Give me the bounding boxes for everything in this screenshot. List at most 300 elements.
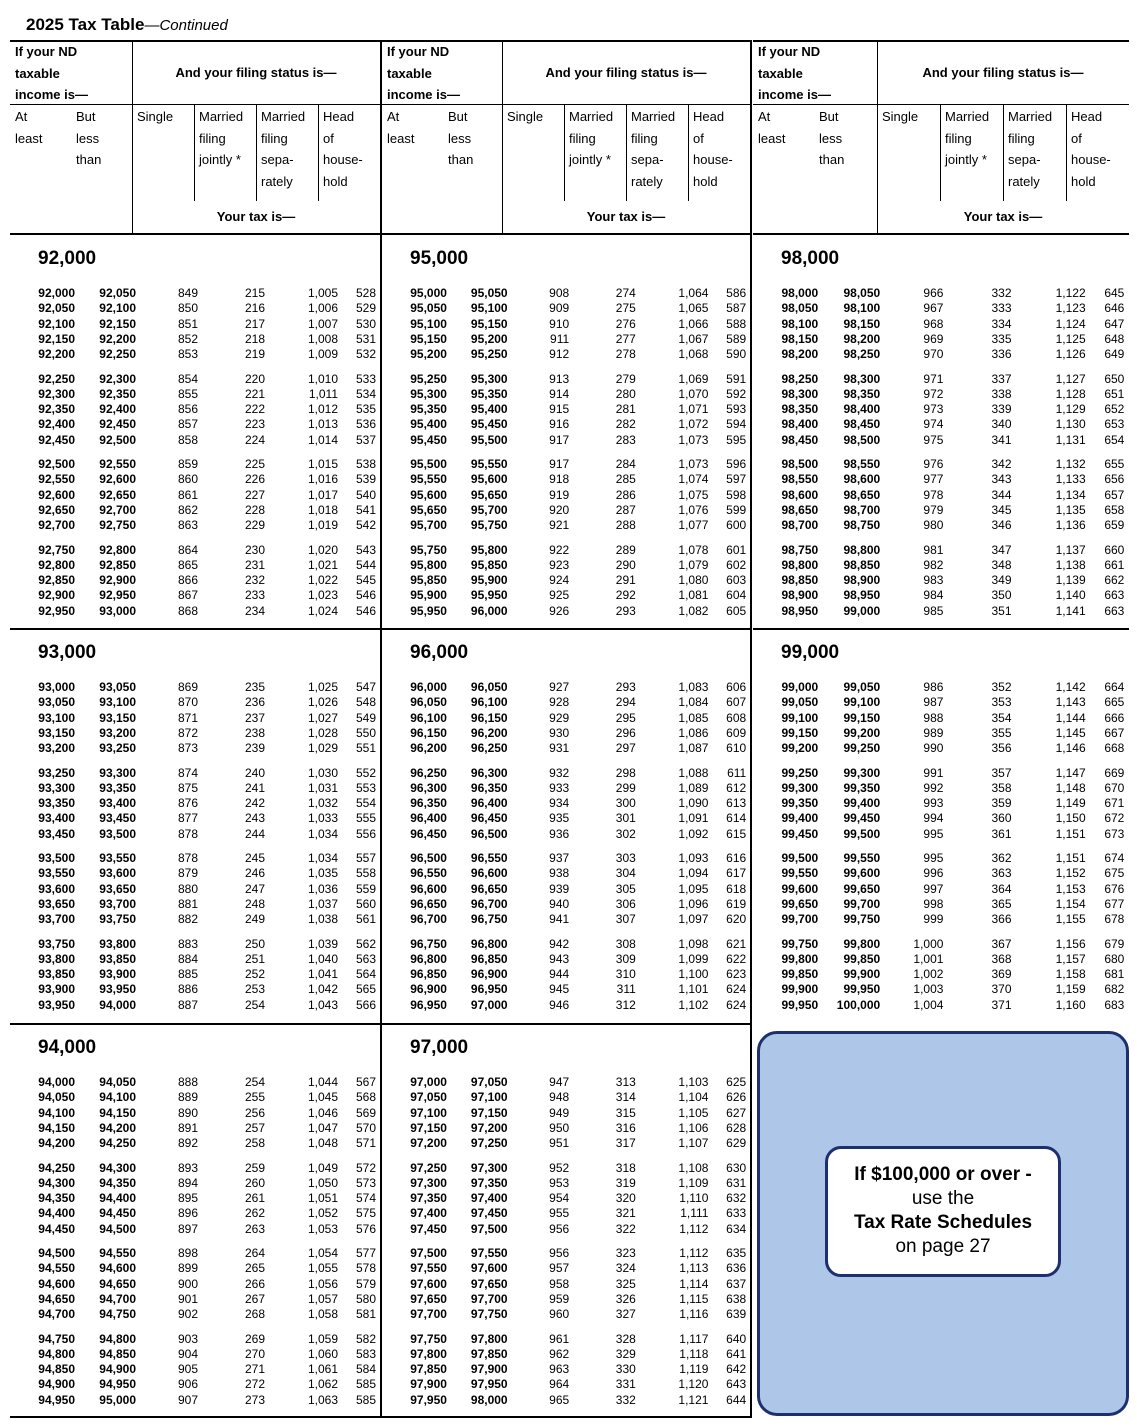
at-least-value: 98,950 bbox=[781, 603, 819, 618]
at-least-value: 97,500 bbox=[410, 1246, 447, 1260]
married-separately-tax: 1,042 bbox=[307, 982, 338, 997]
married-separately-tax: 1,106 bbox=[678, 1120, 709, 1135]
at-least-value: 97,800 bbox=[410, 1346, 447, 1361]
head-of-household-tax: 562 bbox=[355, 936, 376, 951]
married-separately-tax: 1,084 bbox=[678, 695, 709, 710]
section-rule bbox=[10, 628, 380, 630]
married-separately-tax: 1,148 bbox=[1055, 780, 1086, 795]
income-header-rule bbox=[10, 104, 132, 105]
head-of-household-tax: 677 bbox=[1104, 896, 1125, 911]
married-jointly-tax: 339 bbox=[991, 402, 1012, 417]
but-less-value: 97,050 bbox=[470, 1075, 508, 1089]
but-less-value: 93,050 bbox=[99, 680, 136, 694]
at-least-value: 95,500 bbox=[410, 457, 447, 471]
but-less-value: 96,050 bbox=[470, 680, 508, 694]
married-jointly-header: Married bbox=[945, 109, 990, 124]
single-header: Single bbox=[882, 109, 919, 124]
married-separately-tax: 1,038 bbox=[307, 912, 338, 927]
married-separately-header: sepa- bbox=[631, 152, 664, 167]
head-of-household-tax: 681 bbox=[1104, 967, 1125, 982]
at-least-value: 99,200 bbox=[781, 741, 819, 756]
head-of-household-tax: 600 bbox=[726, 518, 747, 533]
married-separately-tax: 1,137 bbox=[1055, 542, 1086, 557]
but-less-value: 95,050 bbox=[470, 286, 508, 300]
married-jointly-tax: 271 bbox=[244, 1362, 265, 1377]
married-jointly-tax: 284 bbox=[615, 457, 636, 471]
at-least-value: 92,500 bbox=[38, 457, 75, 471]
head-of-household-tax: 626 bbox=[726, 1090, 747, 1105]
but-less-value: 98,450 bbox=[843, 417, 881, 432]
head-of-household-tax: 603 bbox=[726, 573, 747, 588]
married-jointly-tax: 286 bbox=[615, 487, 636, 502]
but-less-value: 98,950 bbox=[843, 588, 881, 603]
but-less-value: 99,300 bbox=[843, 765, 881, 780]
but-less-value: 95,700 bbox=[470, 502, 508, 517]
married-jointly-tax: 275 bbox=[615, 301, 636, 316]
but-less-value: 92,350 bbox=[99, 386, 136, 401]
head-of-household-tax: 605 bbox=[726, 603, 747, 618]
but-less-value: 96,500 bbox=[470, 826, 508, 841]
single-tax: 969 bbox=[923, 331, 944, 346]
head-of-household-header: hold bbox=[323, 173, 348, 189]
married-jointly-tax: 250 bbox=[244, 936, 265, 951]
single-tax: 988 bbox=[923, 710, 944, 725]
at-least-value: 99,150 bbox=[781, 725, 819, 740]
head-of-household-tax: 533 bbox=[355, 371, 376, 386]
at-least-value: 95,450 bbox=[410, 432, 447, 447]
head-of-household-tax: 614 bbox=[726, 811, 747, 826]
but-less-value: 94,750 bbox=[99, 1307, 136, 1322]
married-jointly-tax: 332 bbox=[991, 286, 1012, 300]
single-tax: 853 bbox=[177, 347, 198, 362]
but-less-value: 94,250 bbox=[99, 1136, 136, 1151]
at-least-value: 92,400 bbox=[38, 417, 75, 432]
head-of-household-tax: 630 bbox=[726, 1160, 747, 1175]
single-tax: 903 bbox=[177, 1331, 198, 1346]
but-less-header: less bbox=[76, 130, 100, 146]
at-least-value: 93,850 bbox=[38, 967, 75, 982]
single-tax: 896 bbox=[177, 1206, 198, 1221]
head-of-household-tax: 580 bbox=[355, 1291, 376, 1306]
head-of-household-tax: 546 bbox=[355, 588, 376, 603]
but-less-value: 99,100 bbox=[843, 695, 881, 710]
married-jointly-tax: 231 bbox=[244, 557, 265, 572]
section-rule bbox=[753, 628, 1129, 630]
single-tax: 892 bbox=[177, 1136, 198, 1151]
head-of-household-tax: 658 bbox=[1104, 502, 1125, 517]
but-less-value: 97,750 bbox=[470, 1307, 508, 1322]
at-least-value: 99,300 bbox=[781, 780, 819, 795]
married-jointly-tax: 247 bbox=[244, 881, 265, 896]
head-of-household-tax: 576 bbox=[355, 1221, 376, 1236]
table-bottom-rule bbox=[10, 1416, 751, 1418]
at-least-value: 96,250 bbox=[410, 765, 447, 780]
single-tax: 863 bbox=[177, 518, 198, 533]
but-less-value: 93,350 bbox=[99, 780, 136, 795]
married-jointly-tax: 312 bbox=[615, 997, 636, 1012]
single-tax: 849 bbox=[177, 286, 198, 300]
but-less-value: 93,400 bbox=[99, 796, 136, 811]
head-of-household-tax: 643 bbox=[726, 1377, 747, 1392]
at-least-value: 98,400 bbox=[781, 417, 819, 432]
at-least-value: 94,750 bbox=[38, 1331, 75, 1346]
head-of-household-tax: 645 bbox=[1104, 286, 1125, 300]
head-of-household-tax: 538 bbox=[355, 457, 376, 471]
married-jointly-tax: 359 bbox=[991, 796, 1012, 811]
head-of-household-tax: 628 bbox=[726, 1120, 747, 1135]
head-of-household-tax: 550 bbox=[355, 725, 376, 740]
but-less-value: 93,250 bbox=[99, 741, 136, 756]
married-jointly-header: filing bbox=[569, 130, 596, 146]
head-of-household-tax: 665 bbox=[1104, 695, 1125, 710]
head-of-household-tax: 574 bbox=[355, 1191, 376, 1206]
married-jointly-tax: 223 bbox=[244, 417, 265, 432]
at-least-value: 94,800 bbox=[38, 1346, 75, 1361]
single-tax: 890 bbox=[177, 1105, 198, 1120]
header-top-rule bbox=[382, 40, 750, 42]
at-least-value: 98,600 bbox=[781, 487, 819, 502]
married-separately-tax: 1,128 bbox=[1055, 386, 1086, 401]
head-of-household-tax: 634 bbox=[726, 1221, 747, 1236]
married-separately-tax: 1,136 bbox=[1055, 518, 1086, 533]
head-of-household-tax: 564 bbox=[355, 967, 376, 982]
married-jointly-tax: 299 bbox=[615, 780, 636, 795]
at-least-value: 99,850 bbox=[781, 967, 819, 982]
head-of-household-tax: 579 bbox=[355, 1276, 376, 1291]
married-jointly-tax: 343 bbox=[991, 472, 1012, 487]
at-least-value: 96,600 bbox=[410, 881, 447, 896]
married-separately-tax: 1,129 bbox=[1055, 402, 1086, 417]
but-less-value: 95,800 bbox=[470, 542, 508, 557]
head-of-household-tax: 549 bbox=[355, 710, 376, 725]
married-jointly-tax: 221 bbox=[244, 386, 265, 401]
married-jointly-tax: 273 bbox=[244, 1392, 265, 1407]
single-tax: 904 bbox=[177, 1346, 198, 1361]
at-least-value: 98,450 bbox=[781, 432, 819, 447]
single-tax: 991 bbox=[923, 765, 944, 780]
but-less-value: 96,600 bbox=[470, 866, 508, 881]
married-jointly-tax: 254 bbox=[244, 1075, 265, 1089]
but-less-value: 94,950 bbox=[99, 1377, 136, 1392]
but-less-value: 97,150 bbox=[470, 1105, 508, 1120]
but-less-value: 96,250 bbox=[470, 741, 508, 756]
married-jointly-tax: 263 bbox=[244, 1221, 265, 1236]
head-of-household-tax: 659 bbox=[1104, 518, 1125, 533]
single-tax: 871 bbox=[177, 710, 198, 725]
single-tax: 884 bbox=[177, 951, 198, 966]
status-subcolumn-divider bbox=[940, 105, 941, 201]
head-of-household-tax: 570 bbox=[355, 1120, 376, 1135]
section-heading: 96,000 bbox=[410, 642, 469, 663]
married-separately-tax: 1,075 bbox=[678, 487, 709, 502]
at-least-value: 99,100 bbox=[781, 710, 819, 725]
married-separately-tax: 1,060 bbox=[307, 1346, 338, 1361]
head-of-household-tax: 671 bbox=[1104, 796, 1125, 811]
married-separately-tax: 1,080 bbox=[678, 573, 709, 588]
but-less-value: 95,600 bbox=[470, 472, 508, 487]
but-less-value: 95,400 bbox=[470, 402, 508, 417]
head-of-household-tax: 551 bbox=[355, 741, 376, 756]
married-jointly-tax: 327 bbox=[615, 1307, 636, 1322]
head-of-household-tax: 552 bbox=[355, 765, 376, 780]
married-separately-tax: 1,041 bbox=[307, 967, 338, 982]
but-less-value: 94,850 bbox=[99, 1346, 136, 1361]
head-of-household-tax: 666 bbox=[1104, 710, 1125, 725]
married-separately-tax: 1,053 bbox=[307, 1221, 338, 1236]
married-separately-tax: 1,097 bbox=[678, 912, 709, 927]
single-tax: 918 bbox=[549, 472, 570, 487]
single-tax: 963 bbox=[549, 1362, 570, 1377]
head-of-household-tax: 597 bbox=[726, 472, 747, 487]
note-callout bbox=[825, 1146, 1061, 1277]
single-tax: 956 bbox=[549, 1221, 570, 1236]
married-separately-tax: 1,112 bbox=[679, 1246, 709, 1260]
married-jointly-tax: 342 bbox=[991, 457, 1012, 471]
married-jointly-tax: 295 bbox=[615, 710, 636, 725]
married-separately-tax: 1,073 bbox=[678, 457, 709, 471]
head-of-household-tax: 536 bbox=[355, 417, 376, 432]
at-least-header: least bbox=[758, 130, 786, 146]
married-separately-tax: 1,150 bbox=[1055, 811, 1086, 826]
married-jointly-tax: 215 bbox=[244, 286, 265, 300]
single-tax: 979 bbox=[923, 502, 944, 517]
but-less-value: 96,850 bbox=[470, 951, 508, 966]
single-tax: 919 bbox=[549, 487, 570, 502]
at-least-value: 92,650 bbox=[38, 502, 75, 517]
single-tax: 850 bbox=[177, 301, 198, 316]
at-least-value: 93,050 bbox=[38, 695, 75, 710]
married-jointly-tax: 239 bbox=[244, 741, 265, 756]
at-least-value: 93,150 bbox=[38, 725, 75, 740]
at-least-value: 92,850 bbox=[38, 573, 75, 588]
section-rule bbox=[382, 628, 750, 630]
head-of-household-tax: 678 bbox=[1104, 912, 1125, 927]
single-tax: 914 bbox=[549, 386, 570, 401]
at-least-value: 97,450 bbox=[410, 1221, 447, 1236]
at-least-value: 98,500 bbox=[781, 457, 819, 471]
single-tax: 981 bbox=[923, 542, 944, 557]
but-less-value: 92,750 bbox=[99, 518, 136, 533]
single-tax: 945 bbox=[549, 982, 570, 997]
married-separately-tax: 1,031 bbox=[307, 780, 338, 795]
income-header-label: taxable bbox=[15, 65, 60, 81]
single-tax: 909 bbox=[549, 301, 570, 316]
married-separately-tax: 1,116 bbox=[679, 1307, 709, 1322]
married-separately-tax: 1,044 bbox=[307, 1075, 338, 1089]
head-of-household-tax: 652 bbox=[1104, 402, 1125, 417]
married-separately-tax: 1,030 bbox=[307, 765, 338, 780]
single-tax: 980 bbox=[923, 518, 944, 533]
single-tax: 888 bbox=[177, 1075, 198, 1089]
at-least-value: 95,550 bbox=[410, 472, 447, 487]
married-separately-tax: 1,160 bbox=[1055, 997, 1086, 1012]
married-separately-tax: 1,115 bbox=[679, 1291, 709, 1306]
at-least-value: 94,550 bbox=[38, 1261, 75, 1276]
married-jointly-tax: 329 bbox=[615, 1346, 636, 1361]
married-separately-tax: 1,018 bbox=[307, 502, 338, 517]
single-tax: 893 bbox=[177, 1160, 198, 1175]
but-less-value: 94,350 bbox=[99, 1175, 136, 1190]
head-of-household-tax: 543 bbox=[355, 542, 376, 557]
married-separately-tax: 1,072 bbox=[678, 417, 709, 432]
head-of-household-tax: 679 bbox=[1104, 936, 1125, 951]
single-tax: 939 bbox=[549, 881, 570, 896]
married-jointly-tax: 316 bbox=[615, 1120, 636, 1135]
at-least-value: 95,600 bbox=[410, 487, 447, 502]
single-tax: 876 bbox=[177, 796, 198, 811]
head-of-household-tax: 667 bbox=[1104, 725, 1125, 740]
at-least-value: 97,300 bbox=[410, 1175, 447, 1190]
head-of-household-tax: 633 bbox=[726, 1206, 747, 1221]
married-jointly-tax: 367 bbox=[991, 936, 1012, 951]
at-least-value: 94,300 bbox=[38, 1175, 75, 1190]
married-jointly-tax: 307 bbox=[615, 912, 636, 927]
married-separately-tax: 1,034 bbox=[307, 826, 338, 841]
at-least-value: 93,700 bbox=[38, 912, 75, 927]
married-jointly-tax: 351 bbox=[991, 603, 1012, 618]
married-jointly-tax: 292 bbox=[615, 588, 636, 603]
income-header-label: taxable bbox=[387, 65, 432, 81]
head-of-household-tax: 657 bbox=[1104, 487, 1125, 502]
at-least-value: 92,950 bbox=[38, 603, 75, 618]
but-less-value: 99,650 bbox=[843, 881, 881, 896]
title-text: 2025 Tax Table bbox=[26, 15, 145, 34]
married-jointly-tax: 331 bbox=[615, 1377, 636, 1392]
married-jointly-tax: 362 bbox=[991, 851, 1012, 865]
but-less-value: 96,150 bbox=[470, 710, 508, 725]
at-least-value: 96,000 bbox=[410, 680, 447, 694]
at-least-value: 99,400 bbox=[781, 811, 819, 826]
at-least-value: 96,900 bbox=[410, 982, 447, 997]
at-least-value: 95,700 bbox=[410, 518, 447, 533]
married-separately-tax: 1,058 bbox=[307, 1307, 338, 1322]
head-of-household-tax: 585 bbox=[355, 1392, 376, 1407]
married-jointly-tax: 246 bbox=[244, 866, 265, 881]
married-jointly-tax: 324 bbox=[615, 1261, 636, 1276]
married-jointly-tax: 287 bbox=[615, 502, 636, 517]
married-separately-tax: 1,050 bbox=[307, 1175, 338, 1190]
at-least-value: 99,000 bbox=[781, 680, 819, 694]
at-least-value: 94,850 bbox=[38, 1362, 75, 1377]
single-tax: 899 bbox=[177, 1261, 198, 1276]
married-jointly-tax: 245 bbox=[244, 851, 265, 865]
married-separately-tax: 1,104 bbox=[678, 1090, 709, 1105]
married-separately-tax: 1,131 bbox=[1055, 432, 1086, 447]
married-separately-tax: 1,015 bbox=[307, 457, 338, 471]
but-less-value: 92,300 bbox=[99, 371, 136, 386]
but-less-value: 93,950 bbox=[99, 982, 136, 997]
but-less-value: 95,200 bbox=[470, 331, 508, 346]
single-tax: 984 bbox=[923, 588, 944, 603]
head-of-household-tax: 588 bbox=[726, 316, 747, 331]
but-less-value: 98,750 bbox=[843, 518, 881, 533]
married-jointly-tax: 360 bbox=[991, 811, 1012, 826]
but-less-value: 99,400 bbox=[843, 796, 881, 811]
but-less-value: 99,450 bbox=[843, 811, 881, 826]
but-less-value: 99,050 bbox=[843, 680, 881, 694]
head-of-household-tax: 680 bbox=[1104, 951, 1125, 966]
head-of-household-tax: 535 bbox=[355, 402, 376, 417]
but-less-header: than bbox=[819, 152, 845, 167]
at-least-value: 98,350 bbox=[781, 402, 819, 417]
single-tax: 956 bbox=[549, 1246, 570, 1260]
your-tax-header: Your tax is— bbox=[586, 209, 666, 224]
head-of-household-tax: 585 bbox=[355, 1377, 376, 1392]
married-separately-tax: 1,152 bbox=[1055, 866, 1086, 881]
status-subcolumn-divider bbox=[194, 105, 195, 201]
at-least-header: least bbox=[387, 130, 415, 146]
single-tax: 880 bbox=[177, 881, 198, 896]
head-of-household-tax: 637 bbox=[726, 1276, 747, 1291]
married-separately-tax: 1,081 bbox=[678, 588, 709, 603]
at-least-value: 96,400 bbox=[410, 811, 447, 826]
married-jointly-tax: 348 bbox=[991, 557, 1012, 572]
head-of-household-tax: 563 bbox=[355, 951, 376, 966]
single-tax: 936 bbox=[549, 826, 570, 841]
filing-status-header: And your filing status is— bbox=[175, 65, 337, 80]
single-tax: 953 bbox=[549, 1175, 570, 1190]
head-of-household-tax: 589 bbox=[726, 331, 747, 346]
at-least-header: least bbox=[15, 130, 43, 146]
but-less-value: 95,000 bbox=[99, 1392, 136, 1407]
but-less-value: 97,700 bbox=[470, 1291, 508, 1306]
but-less-value: 93,900 bbox=[99, 967, 136, 982]
married-separately-tax: 1,076 bbox=[678, 502, 709, 517]
married-separately-tax: 1,026 bbox=[307, 695, 338, 710]
at-least-value: 98,000 bbox=[781, 286, 819, 300]
single-header: Single bbox=[137, 109, 174, 124]
married-separately-header: rately bbox=[631, 173, 663, 189]
section-heading: 93,000 bbox=[38, 642, 97, 663]
married-separately-tax: 1,073 bbox=[678, 432, 709, 447]
married-jointly-header: jointly * bbox=[199, 152, 241, 167]
at-least-value: 92,600 bbox=[38, 487, 75, 502]
head-of-household-header: Head bbox=[323, 109, 355, 124]
head-of-household-header: house- bbox=[323, 152, 363, 167]
married-jointly-tax: 344 bbox=[991, 487, 1012, 502]
at-least-value: 93,750 bbox=[38, 936, 75, 951]
single-tax: 970 bbox=[923, 347, 944, 362]
head-of-household-tax: 575 bbox=[355, 1206, 376, 1221]
single-tax: 998 bbox=[923, 896, 944, 911]
but-less-value: 94,100 bbox=[99, 1090, 136, 1105]
head-of-household-header: house- bbox=[693, 152, 733, 167]
but-less-value: 97,350 bbox=[470, 1175, 508, 1190]
married-jointly-tax: 219 bbox=[244, 347, 265, 362]
head-of-household-header: of bbox=[323, 130, 334, 146]
married-jointly-tax: 256 bbox=[244, 1105, 265, 1120]
married-separately-tax: 1,036 bbox=[307, 881, 338, 896]
head-of-household-tax: 623 bbox=[726, 967, 747, 982]
married-jointly-tax: 252 bbox=[244, 967, 265, 982]
single-tax: 966 bbox=[923, 286, 944, 300]
married-jointly-tax: 255 bbox=[244, 1090, 265, 1105]
married-separately-header: Married bbox=[261, 109, 306, 124]
head-of-household-tax: 615 bbox=[726, 826, 747, 841]
married-jointly-tax: 259 bbox=[244, 1160, 265, 1175]
at-least-value: 92,350 bbox=[38, 402, 75, 417]
married-jointly-tax: 225 bbox=[244, 457, 265, 471]
head-of-household-tax: 568 bbox=[355, 1090, 376, 1105]
single-tax: 946 bbox=[549, 997, 570, 1012]
married-separately-tax: 1,092 bbox=[678, 826, 709, 841]
head-of-household-tax: 541 bbox=[355, 502, 376, 517]
married-separately-tax: 1,145 bbox=[1055, 725, 1086, 740]
married-separately-tax: 1,110 bbox=[679, 1191, 709, 1206]
filing-status-header: And your filing status is— bbox=[922, 65, 1084, 80]
married-separately-tax: 1,098 bbox=[678, 936, 709, 951]
but-less-value: 98,350 bbox=[843, 386, 881, 401]
